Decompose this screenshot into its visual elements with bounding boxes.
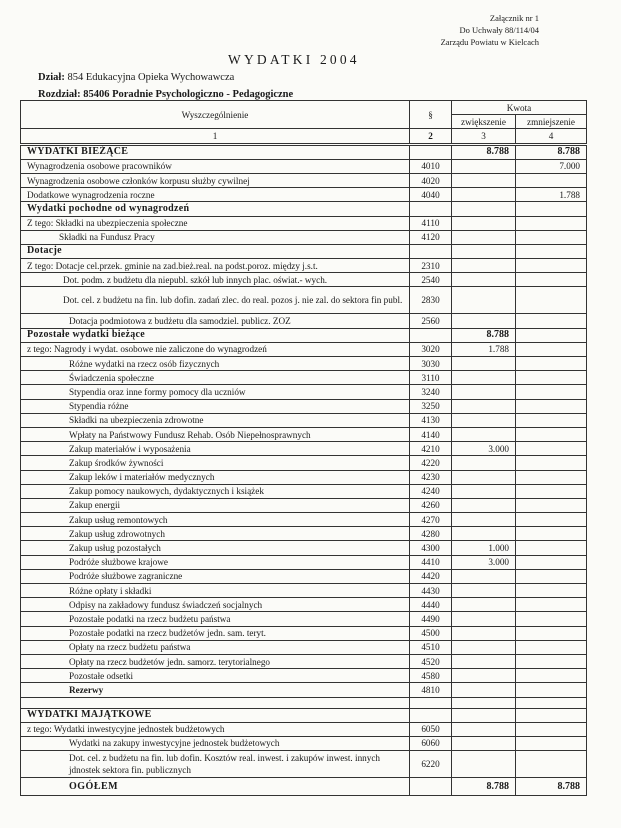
row-par: 6050: [410, 722, 452, 736]
row-decrease: [516, 456, 587, 470]
annex-line-1: Załącznik nr 1: [489, 13, 539, 23]
row-decrease: 7.000: [516, 159, 587, 173]
row-par: 2310: [410, 259, 452, 273]
row-increase: [452, 722, 516, 736]
table-row: [21, 357, 587, 371]
spacer-cell: [410, 697, 452, 708]
row-desc: Zakup leków i materiałów medycznych: [21, 470, 410, 484]
row-decrease: [516, 216, 587, 230]
row-desc: Dot. cel. z budżetu na fin. lub dofin. Kosztów real. inwest. i zakupów inwest. innych jdnostek sektora fin. publicznych: [21, 751, 410, 778]
row-desc: Odpisy na zakładowy fundusz świadczeń socjalnych: [21, 598, 410, 612]
division-line: [38, 72, 234, 83]
row-decrease: [516, 736, 587, 750]
row-increase: [452, 259, 516, 273]
spacer-cell: [516, 697, 587, 708]
row-decrease: [516, 442, 587, 456]
header-description: Wyszczególnienie: [21, 101, 410, 129]
row-desc: Składki na ubezpieczenia zdrowotne: [21, 413, 410, 427]
row-par: 6220: [410, 751, 452, 778]
table-row: [21, 722, 587, 736]
row-increase: [452, 287, 516, 314]
row-decrease: [516, 287, 587, 314]
row-par: 4210: [410, 442, 452, 456]
row-desc: Pozostałe podatki na rzecz budżetów jedn. sam. teryt.: [21, 626, 410, 640]
header-paragraph: §: [410, 101, 452, 129]
table-row: [21, 273, 587, 287]
row-increase: [452, 654, 516, 668]
section-par: [410, 328, 452, 342]
table-row: [21, 751, 587, 778]
table-row: [21, 584, 587, 598]
section-increase: 8.788: [452, 144, 516, 159]
row-desc: Podróże służbowe krajowe: [21, 555, 410, 569]
row-desc: Zakup pomocy naukowych, dydaktycznych i książek: [21, 484, 410, 498]
section-derived-expenses: [21, 202, 587, 216]
section-increase: 8.788: [452, 328, 516, 342]
row-increase: [452, 527, 516, 541]
table-row: [21, 598, 587, 612]
row-increase: [452, 230, 516, 244]
row-decrease: [516, 612, 587, 626]
row-par: 4120: [410, 230, 452, 244]
row-par: 4130: [410, 413, 452, 427]
row-decrease: [516, 371, 587, 385]
row-par: 4500: [410, 626, 452, 640]
row-par: 4810: [410, 683, 452, 697]
table-row: [21, 442, 587, 456]
row-par: 2540: [410, 273, 452, 287]
row-increase: 3.000: [452, 555, 516, 569]
row-decrease: [516, 314, 587, 328]
row-desc: z tego: Wydatki inwestycyjne jednostek budżetowych: [21, 722, 410, 736]
document-title: WYDATKI 2004: [228, 52, 360, 67]
row-increase: [452, 427, 516, 441]
section-increase: [452, 202, 516, 216]
row-par: 4440: [410, 598, 452, 612]
row-decrease: [516, 555, 587, 569]
row-desc: Stypendia oraz inne formy pomocy dla uczniów: [21, 385, 410, 399]
section-title: WYDATKI MAJĄTKOWE: [21, 708, 410, 722]
total-row: [21, 778, 587, 796]
row-increase: [452, 736, 516, 750]
section-title: Dotacje: [21, 244, 410, 258]
row-increase: [452, 669, 516, 683]
row-par: 4140: [410, 427, 452, 441]
row-par: 2830: [410, 287, 452, 314]
row-par: 3240: [410, 385, 452, 399]
table-row: [21, 612, 587, 626]
row-decrease: [516, 273, 587, 287]
row-decrease: [516, 669, 587, 683]
row-increase: 3.000: [452, 442, 516, 456]
row-desc: Wydatki na zakupy inwestycyjne jednostek budżetowych: [21, 736, 410, 750]
row-decrease: [516, 654, 587, 668]
row-desc: Rezerwy: [21, 683, 410, 697]
row-desc: Zakup środków żywności: [21, 456, 410, 470]
row-desc: Dot. cel. z budżetu na fin. lub dofin. zadań zlec. do real. pozos j. nie zal. do sektora fin publ.: [21, 287, 410, 314]
table-row: [21, 555, 587, 569]
row-desc: Wpłaty na Państwowy Fundusz Rehab. Osób Niepełnosprawnych: [21, 427, 410, 441]
header-amount: Kwota: [452, 101, 587, 115]
section-decrease: [516, 244, 587, 258]
table-row: [21, 498, 587, 512]
division-value: 854 Edukacyjna Opieka Wychowawcza: [67, 72, 235, 83]
row-increase: [452, 513, 516, 527]
row-increase: [452, 498, 516, 512]
row-increase: [452, 612, 516, 626]
row-increase: [452, 683, 516, 697]
table-row: [21, 626, 587, 640]
row-desc: Opłaty na rzecz budżetu państwa: [21, 640, 410, 654]
row-decrease: [516, 751, 587, 778]
row-desc: Składki na Fundusz Pracy: [21, 230, 410, 244]
row-increase: [452, 314, 516, 328]
row-increase: [452, 357, 516, 371]
row-decrease: [516, 173, 587, 187]
section-capital-expenses: [21, 708, 587, 722]
row-desc: Pozostałe podatki na rzecz budżetu państwa: [21, 612, 410, 626]
section-par: [410, 244, 452, 258]
row-par: 4040: [410, 188, 452, 202]
row-increase: [452, 484, 516, 498]
row-increase: [452, 273, 516, 287]
table-row: [21, 470, 587, 484]
row-decrease: 1.788: [516, 188, 587, 202]
total-decrease: 8.788: [516, 778, 587, 796]
row-par: 4240: [410, 484, 452, 498]
row-decrease: [516, 399, 587, 413]
section-title: Pozostałe wydatki bieżące: [21, 328, 410, 342]
row-increase: [452, 470, 516, 484]
row-decrease: [516, 541, 587, 555]
table-row: [21, 259, 587, 273]
col-num-1: 1: [21, 129, 410, 144]
row-increase: [452, 371, 516, 385]
section-decrease: [516, 202, 587, 216]
row-increase: [452, 640, 516, 654]
row-decrease: [516, 413, 587, 427]
annex-line-2: Do Uchwały 88/114/04: [459, 25, 539, 35]
row-increase: [452, 626, 516, 640]
col-num-3: 3: [452, 129, 516, 144]
row-par: 3110: [410, 371, 452, 385]
spacer-row: [21, 697, 587, 708]
row-par: 4010: [410, 159, 452, 173]
row-increase: [452, 173, 516, 187]
row-par: 4410: [410, 555, 452, 569]
row-decrease: [516, 470, 587, 484]
row-par: 4520: [410, 654, 452, 668]
row-decrease: [516, 598, 587, 612]
row-par: 4220: [410, 456, 452, 470]
table-row: [21, 683, 587, 697]
row-desc: Zakup usług remontowych: [21, 513, 410, 527]
row-increase: [452, 456, 516, 470]
row-increase: [452, 188, 516, 202]
section-current-expenses: [21, 144, 587, 159]
col-num-4: 4: [516, 129, 587, 144]
table-row: [21, 159, 587, 173]
row-decrease: [516, 569, 587, 583]
row-increase: [452, 751, 516, 778]
table-row: [21, 569, 587, 583]
section-decrease: 8.788: [516, 144, 587, 159]
row-decrease: [516, 584, 587, 598]
row-decrease: [516, 357, 587, 371]
row-desc: z tego: Nagrody i wydat. osobowe nie zaliczone do wynagrodzeń: [21, 342, 410, 356]
table-row: [21, 371, 587, 385]
section-grants: [21, 244, 587, 258]
row-desc: Różne wydatki na rzecz osób fizycznych: [21, 357, 410, 371]
row-desc: Zakup energii: [21, 498, 410, 512]
row-desc: Wynagrodzenia osobowe członków korpusu służby cywilnej: [21, 173, 410, 187]
row-desc: Dotacja podmiotowa z budżetu dla samodziel. publicz. ZOZ: [21, 314, 410, 328]
row-par: 3250: [410, 399, 452, 413]
expenditure-table: [20, 100, 587, 796]
row-decrease: [516, 342, 587, 356]
row-par: 4430: [410, 584, 452, 598]
column-number-row: [21, 129, 587, 144]
section-par: [410, 708, 452, 722]
row-desc: Podróże służbowe zagraniczne: [21, 569, 410, 583]
section-decrease: [516, 708, 587, 722]
row-increase: [452, 413, 516, 427]
section-title: Wydatki pochodne od wynagrodzeń: [21, 202, 410, 216]
row-desc: Wynagrodzenia osobowe pracowników: [21, 159, 410, 173]
header-row-1: [21, 101, 587, 115]
section-decrease: [516, 328, 587, 342]
table-row: [21, 399, 587, 413]
row-decrease: [516, 626, 587, 640]
header-increase: zwiększenie: [452, 115, 516, 129]
spacer-cell: [452, 697, 516, 708]
row-par: 4020: [410, 173, 452, 187]
row-increase: [452, 569, 516, 583]
table-row: [21, 314, 587, 328]
row-increase: [452, 598, 516, 612]
row-par: 2560: [410, 314, 452, 328]
annex-note: [441, 12, 539, 48]
row-decrease: [516, 513, 587, 527]
table-row: [21, 456, 587, 470]
row-increase: [452, 399, 516, 413]
row-decrease: [516, 498, 587, 512]
row-increase: [452, 159, 516, 173]
spacer-cell: [21, 697, 410, 708]
chapter-value: 85406 Poradnie Psychologiczno - Pedagogiczne: [83, 89, 294, 100]
table-row: [21, 216, 587, 230]
table-row: [21, 287, 587, 314]
section-title: WYDATKI BIEŻĄCE: [21, 144, 410, 159]
table-row: [21, 385, 587, 399]
row-increase: [452, 584, 516, 598]
section-other-current: [21, 328, 587, 342]
row-decrease: [516, 385, 587, 399]
section-par: [410, 202, 452, 216]
total-increase: 8.788: [452, 778, 516, 796]
table-row: [21, 513, 587, 527]
row-desc: Zakup usług pozostałych: [21, 541, 410, 555]
row-par: 4260: [410, 498, 452, 512]
chapter-label: Rozdział:: [38, 89, 81, 100]
row-decrease: [516, 640, 587, 654]
row-desc: Opłaty na rzecz budżetów jedn. samorz. terytorialnego: [21, 654, 410, 668]
table-row: [21, 669, 587, 683]
table-row: [21, 342, 587, 356]
row-par: 4490: [410, 612, 452, 626]
header-decrease: zmniejszenie: [516, 115, 587, 129]
row-desc: Różne opłaty i składki: [21, 584, 410, 598]
total-label: OGÓŁEM: [21, 778, 410, 796]
row-desc: Z tego: Dotacje cel.przek. gminie na zad.bież.real. na podst.poroz. między j.s.t.: [21, 259, 410, 273]
row-par: 4280: [410, 527, 452, 541]
table-row: [21, 527, 587, 541]
total-par: [410, 778, 452, 796]
section-par: [410, 144, 452, 159]
table-row: [21, 736, 587, 750]
row-decrease: [516, 722, 587, 736]
section-increase: [452, 708, 516, 722]
table-row: [21, 173, 587, 187]
table-row: [21, 484, 587, 498]
annex-line-3: Zarządu Powiatu w Kielcach: [440, 37, 539, 47]
row-par: 4510: [410, 640, 452, 654]
row-par: 4580: [410, 669, 452, 683]
table-row: [21, 413, 587, 427]
row-desc: Świadczenia społeczne: [21, 371, 410, 385]
row-par: 4420: [410, 569, 452, 583]
row-par: 3020: [410, 342, 452, 356]
table-row: [21, 654, 587, 668]
table-row: [21, 230, 587, 244]
row-increase: 1.000: [452, 541, 516, 555]
row-desc: Stypendia różne: [21, 399, 410, 413]
row-par: 4270: [410, 513, 452, 527]
row-desc: Zakup materiałów i wyposażenia: [21, 442, 410, 456]
row-increase: [452, 385, 516, 399]
row-decrease: [516, 230, 587, 244]
row-desc: Dodatkowe wynagrodzenia roczne: [21, 188, 410, 202]
table-row: [21, 541, 587, 555]
col-num-2: 2: [410, 129, 452, 144]
section-increase: [452, 244, 516, 258]
row-desc: Zakup usług zdrowotnych: [21, 527, 410, 541]
row-increase: 1.788: [452, 342, 516, 356]
row-par: 4230: [410, 470, 452, 484]
row-decrease: [516, 683, 587, 697]
chapter-line: [38, 89, 293, 100]
division-label: Dział:: [38, 72, 65, 83]
row-decrease: [516, 484, 587, 498]
row-desc: Dot. podm. z budżetu dla niepubl. szkół lub innych plac. oświat.- wych.: [21, 273, 410, 287]
row-par: 4110: [410, 216, 452, 230]
row-decrease: [516, 259, 587, 273]
table-row: [21, 188, 587, 202]
table-row: [21, 427, 587, 441]
row-desc: Z tego: Składki na ubezpieczenia społeczne: [21, 216, 410, 230]
row-increase: [452, 216, 516, 230]
row-desc: Pozostałe odsetki: [21, 669, 410, 683]
row-decrease: [516, 427, 587, 441]
table-row: [21, 640, 587, 654]
row-par: 4300: [410, 541, 452, 555]
row-par: 6060: [410, 736, 452, 750]
row-decrease: [516, 527, 587, 541]
row-par: 3030: [410, 357, 452, 371]
